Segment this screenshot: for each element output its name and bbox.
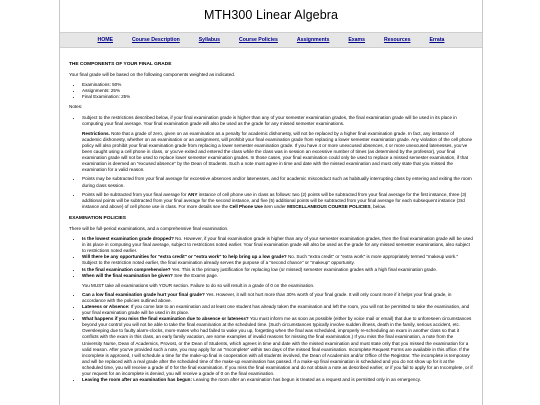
faq-item <box>82 377 474 383</box>
misc-policies-ref: MISCELLANEOUS COURSE POLICIES <box>287 203 371 209</box>
faq-answer: Yes. However, it will not hurt more than 30% worth of your final grade. It will only count more if it helps your final grade, in accordance with the policies outlined above. <box>82 291 452 303</box>
faq-item <box>82 254 474 266</box>
faq-item <box>82 273 474 279</box>
faq-answer: No. However, if your final examination grade is higher than any of your semester examination grades, then the final examination grade will be used in its place in computing your final average, subject to restrictions noted earlier. Your final examination grade will also be used as the grade for any missed semester examinations, also subject to restrictions noted earlier. <box>82 236 473 254</box>
faq-answer: See the Exams page. <box>172 272 219 278</box>
faq-answer: No. Such "extra credit" or "extra work" is more appropriately termed "makeup work." Subject to the restriction noted earlier, the final examination already serves the purpose of a "second chance" or "makeup" opportunity. <box>82 254 459 266</box>
restrictions-text: Note that a grade of zero, given on an examination as a penalty for academic dishonesty, will not be replaced by a higher final examination grade. In fact, any instance of academic dishonesty, whether on an examination or an assignment, will prohibit your final examination grade from replacing a lower semester examination grade. Any violation of the cell phone policy will also prohibit your final examination grade from replacing a lower semester examination grade. If you have 4 or more unexcused absences, 4 or more unexcused latenesses, you’ve been caught using a cell phone in class, or you’ve exited and entered the class while the class was in session an excessive number of times (as determined by the professor), your final examination grade will not be used to replace lower semester examination grades. In those cases, your final examination could only be used to replace a missed semester examination, if that examination is deemed an "excused absence" by the Dean of Students. Such a note must agree in time and date with the missed examination and must only state that you missed the examination for a valid reason. <box>82 130 473 173</box>
note-item: • Points may be subtracted from your final average for excessive absences and/or latenesses, and for academic misconduct such as habitually interrupting class by entering and exiting the room during class session. <box>82 176 474 188</box>
exam-faq-list <box>69 236 474 279</box>
section-heading-exams: EXAMINATION POLICIES <box>69 215 126 221</box>
faq-question: Is the lowest examination grade dropped? <box>82 236 174 242</box>
nav-assignments[interactable]: Assignments <box>296 37 330 43</box>
weight-item: • Assignments: 25% <box>82 88 474 94</box>
weight-item: • Final Examination: 25% <box>82 94 474 100</box>
faq-answer: You must inform me as soon as possible (either by voice mail or email) that due to unforeseen circumstances beyond your control you will not be able to take the final examination at the scheduled time. (Such circumstances typically involve sudden illness, death in the family, serious accident, etc. Oversleeping due to faulty alarm-clocks, mom-mates who had failed to wake you up, forgetting when the final was scheduled, improperly re-scheduling an exam in another class so that it conflicts with the exam in this class, an early family vacation, are some examples of invalid reasons for missing the final examination.) If you miss the final examination, a note from the University Nurse, Dean of Academics, Provost, or the Dean of Students, which agrees in time and date with the missed examination and must state only that you missed the examination for a valid reason. After you've provided such a note, you may apply for an "Incomplete" within two days of the missed final examination. Incomplete Request Forms are available in this office. If the incomplete is approved, I will schedule a time for the make-up final in cooperation with all students involved, the Dean of Academics and/or Office of the Registrar. The incomplete is temporary and will be replaced with a real grade after the scheduled time of the make-up examination has passed. If a make-up final examination is scheduled and you do not show up for it at the scheduled time, you will receive a grade of 0 for the final examination. If you miss the final examination and do not obtain a note as described earlier, or if you fail to apply for an Incomplete, or if your request for an incomplete is denied, you will receive a grade of 0 on the final examination. <box>82 316 473 377</box>
exams-intro: There will be full-period examinations, and a comprehensive final examination. <box>69 225 229 231</box>
nav-home[interactable]: HOME <box>97 37 114 43</box>
note3-text: , below. <box>370 203 387 209</box>
nav-exams[interactable]: Exams <box>348 37 366 43</box>
weight-item: • Examinations: 50% <box>82 82 474 88</box>
weights-list <box>69 82 474 100</box>
cell-phone-use-link: Cell Phone Use <box>229 203 263 209</box>
faq-answer: Leaving the room after an examination has begun is treated as a request and is permitted only in an emergency. <box>192 377 421 383</box>
faq-question: Lateness or Absence: <box>82 304 130 309</box>
faq-answer: If you come late to an examination and at least one student has already taken the examination and left the room, you will not be permitted to take the examination, and your final examination grade will be used in its place. <box>82 304 470 316</box>
note3-text: instance of cell phone use in class as follows: two (2) points will be subtracted from your final average for the first instance, three (3) additional points will be subtracted from your final average for the second instance, and five (5) additional points will be subtracted from your final average for each subsequent instance (3rd instance and above) of cell phone use in class. For more details see the <box>82 191 467 209</box>
grade-intro: Your final grade will be based on the following components weighted as indicated. <box>69 72 236 78</box>
page-frame <box>59 0 483 405</box>
faq-question: What happens if you miss the final examination due to absence or lateness? <box>82 316 249 322</box>
nav-course-description[interactable]: Course Description <box>131 37 180 43</box>
faq-answer: Yes. This is the primary justification for replacing low (or missed) semester examination grades with a high final examination grade. <box>170 266 438 272</box>
note3-text: Points will be subtracted from your final average for <box>82 191 188 197</box>
nav-syllabus[interactable]: Syllabus <box>198 37 221 43</box>
note-item: • Subject to the restrictions described below, if your final examination grade is higher than any of your semester examination grades, the final examination grade will be used in its place in computing your final average. Your final examination grade will also be used as the grade for any missed semester examinations. <box>82 115 474 127</box>
faq-question: When will the final examination be given? <box>82 272 173 278</box>
faq-question: Is the final examination comprehensive? <box>82 266 171 272</box>
nav-resources[interactable]: Resources <box>383 37 411 43</box>
main-content <box>60 48 482 383</box>
restrictions-paragraph <box>82 131 474 174</box>
faq-item <box>82 292 474 304</box>
note3-text: item under <box>262 203 288 209</box>
exam-faq-list-2 <box>69 292 474 383</box>
faq-question: Leaving the room after an examination has begun: <box>82 377 193 383</box>
notes-label: Notes: <box>69 104 83 110</box>
must-take-note: You MUST take all examinations with YOUR section. Failure to do so will result in a grade of 0 on the examination. <box>82 282 315 288</box>
faq-item <box>82 236 474 254</box>
faq-question: Can a low final examination grade hurt your final grade? <box>82 291 205 297</box>
nav-course-policies[interactable]: Course Policies <box>238 37 278 43</box>
section-heading-grade: THE COMPONENTS OF YOUR FINAL GRADE <box>69 62 172 67</box>
restrictions-label: Restrictions. <box>82 130 110 136</box>
note-item <box>82 192 474 210</box>
nav-errata[interactable]: Errata <box>429 37 445 43</box>
faq-item <box>82 304 474 316</box>
notes-list-2 <box>69 176 474 209</box>
faq-item <box>82 316 474 377</box>
nav-bar <box>60 32 482 48</box>
faq-question: Will there be any opportunities for "extra credit" or "extra work" to help bring up a low grade? <box>82 254 287 260</box>
note3-any: ANY <box>187 191 198 197</box>
page-title: MTH300 Linear Algebra <box>203 8 339 22</box>
notes-list <box>69 115 474 127</box>
